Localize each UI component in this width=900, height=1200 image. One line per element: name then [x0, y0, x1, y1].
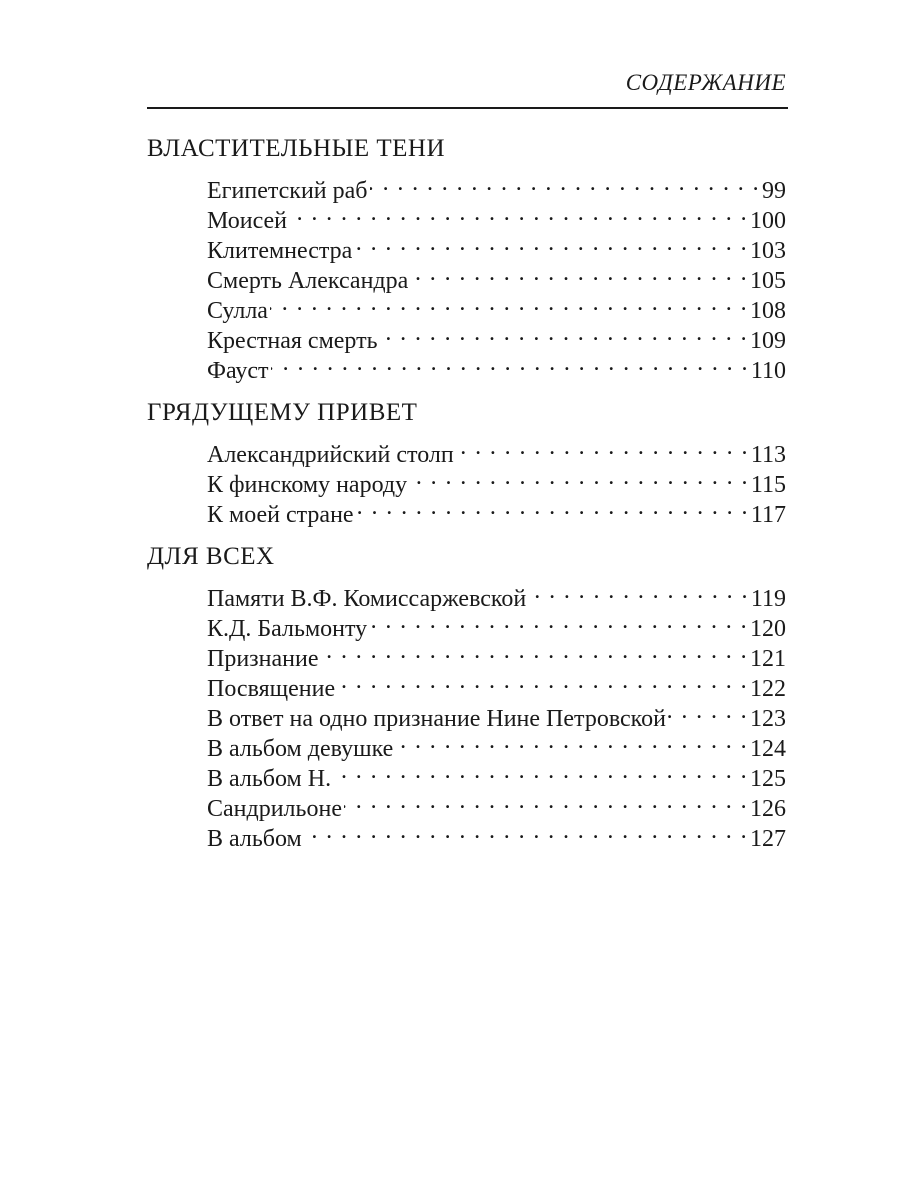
dot-leader	[271, 348, 749, 378]
toc-entry	[147, 576, 786, 612]
entry-title: В альбом девушке	[207, 736, 394, 762]
table-of-contents	[147, 132, 786, 864]
entry-page-number: 117	[750, 502, 786, 528]
dot-leader	[289, 198, 748, 228]
entry-title: В ответ на одно признание Нине Петровской	[207, 706, 666, 732]
dot-leader	[380, 318, 748, 348]
entry-title: В альбом Н.	[207, 766, 332, 792]
entry-title: В альбом	[207, 826, 302, 852]
dot-leader	[410, 258, 748, 288]
dot-leader	[337, 666, 748, 696]
entry-title: Фауст	[207, 358, 269, 384]
entry-title: Клитемнестра	[207, 238, 353, 264]
entry-page-number: 99	[762, 178, 786, 204]
entry-page-number: 105	[750, 268, 786, 294]
dot-leader	[668, 696, 748, 726]
dot-leader	[344, 786, 748, 816]
section-title: ВЛАСТИТЕЛЬНЫЕ ТЕНИ	[147, 135, 446, 162]
entry-title: Александрийский столп	[207, 442, 454, 468]
entry-page-number: 125	[750, 766, 786, 792]
dot-leader	[354, 228, 748, 258]
entry-page-number: 115	[750, 472, 786, 498]
running-head: СОДЕРЖАНИЕ	[625, 70, 786, 95]
entry-title: К финскому народу	[207, 472, 408, 498]
entry-page-number: 120	[750, 616, 786, 642]
entry-page-number: 119	[750, 586, 786, 612]
entry-page-number: 126	[750, 796, 786, 822]
entry-title: Посвящение	[207, 676, 336, 702]
dot-leader	[370, 168, 761, 198]
entry-title: К моей стране	[207, 502, 354, 528]
dot-leader	[369, 606, 748, 636]
entry-page-number: 110	[750, 358, 786, 384]
header-rule	[147, 107, 788, 109]
dot-leader	[528, 576, 749, 606]
dot-leader	[304, 816, 748, 846]
toc-entry	[147, 432, 786, 468]
entry-page-number: 103	[750, 238, 786, 264]
entry-title: Моисей	[207, 208, 288, 234]
entry-page-number: 123	[750, 706, 786, 732]
dot-leader	[395, 726, 748, 756]
entry-title: Сулла	[207, 298, 268, 324]
dot-leader	[333, 756, 748, 786]
entry-page-number: 127	[750, 826, 786, 852]
dot-leader	[321, 636, 749, 666]
entry-page-number: 109	[750, 328, 786, 354]
dot-leader	[456, 432, 749, 462]
section-title: ДЛЯ ВСЕХ	[147, 543, 275, 570]
entry-page-number: 100	[750, 208, 786, 234]
entry-page-number: 113	[750, 442, 786, 468]
toc-entry	[147, 168, 786, 204]
toc-section	[147, 132, 786, 384]
entry-page-number: 121	[750, 646, 786, 672]
dot-leader	[356, 492, 749, 522]
entry-title: Египетский раб	[207, 178, 368, 204]
entry-title: Сандрильоне	[207, 796, 342, 822]
entry-title: Смерть Александра	[207, 268, 409, 294]
entry-title: Признание	[207, 646, 319, 672]
entry-page-number: 108	[750, 298, 786, 324]
toc-section	[147, 540, 786, 852]
entry-page-number: 124	[750, 736, 786, 762]
dot-leader	[270, 288, 748, 318]
toc-section	[147, 396, 786, 528]
entry-title: Памяти В.Ф. Комиссаржевской	[207, 586, 527, 612]
dot-leader	[409, 462, 749, 492]
entry-title: Крестная смерть	[207, 328, 378, 354]
entry-page-number: 122	[750, 676, 786, 702]
entry-title: К.Д. Бальмонту	[207, 616, 368, 642]
section-title: ГРЯДУЩЕМУ ПРИВЕТ	[147, 399, 418, 426]
